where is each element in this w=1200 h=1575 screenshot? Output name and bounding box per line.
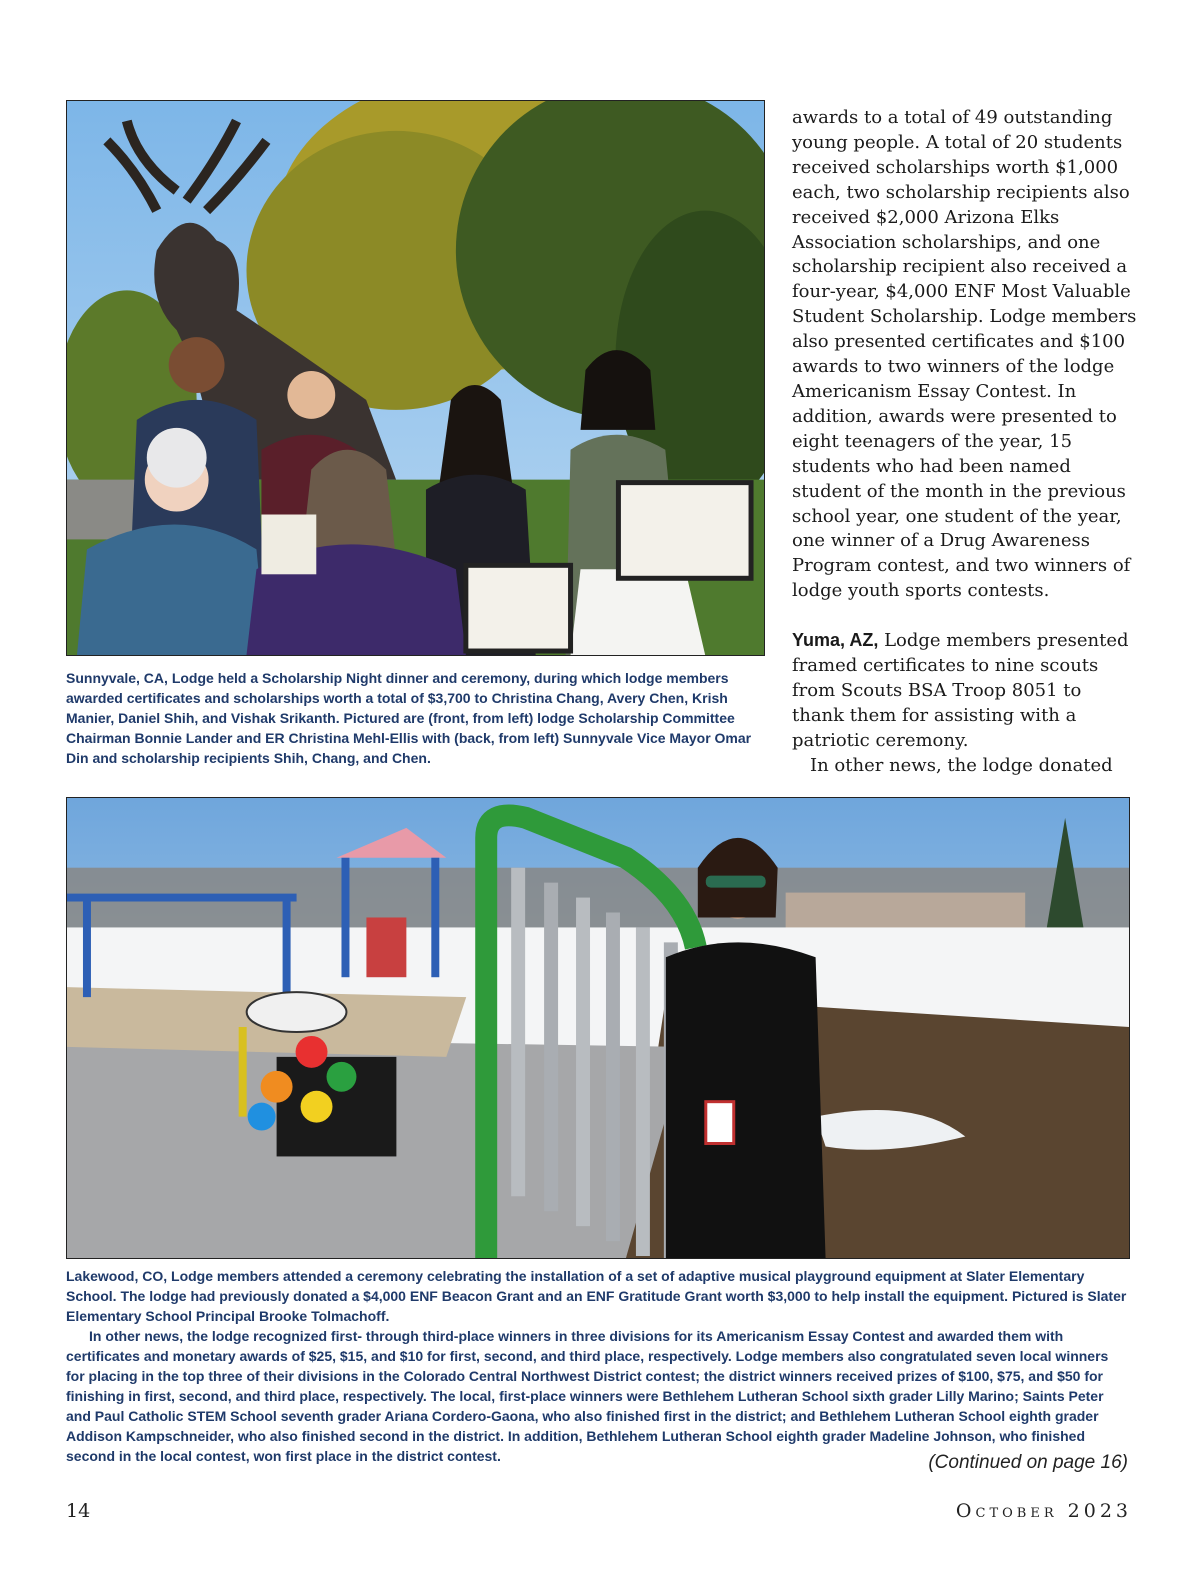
issue-date: October 2023: [955, 1500, 1132, 1522]
sunnyvale-caption-location: Sunnyvale, CA,: [66, 670, 168, 686]
sunnyvale-photo-art: [67, 101, 764, 655]
lakewood-caption-location: Lakewood, CO,: [66, 1268, 168, 1284]
yuma-text: Lodge members presented framed certificates to nine scouts from Scouts BSA Troop 8051 to thank them for assisting with a patriotic ceremony.: [792, 630, 1129, 751]
sunnyvale-caption: [66, 668, 768, 768]
yuma-location: Yuma, AZ,: [792, 630, 879, 651]
sunnyvale-caption-text: Lodge held a Scholarship Night dinner and ceremony, during which lodge members awarded certificates and scholarships worth a total of $3,700 to Christina Chang, Avery Chen, Krish Manier, Daniel Shih, and Vishak Srikanth. Pictured are (front, from left) lodge Scholarship Committee Chairman Bonnie Lander and ER Christina Mehl-Ellis with (back, from left) Sunnyvale Vice Mayor Omar Din and scholarship recipients Shih, Chang, and Chen.: [66, 670, 752, 766]
lakewood-photo: [66, 797, 1130, 1259]
yuma-paragraph: [792, 628, 1137, 754]
article-paragraph: awards to a total of 49 outstanding young people. A total of 20 students received scholarships worth $1,000 each, two scholarship recipients also received $2,000 Arizona Elks Association scholarships, and one scholarship recipient also received a four-year, $4,000 ENF Most Valuable Student Scholarship. Lodge members also presented certificates and $100 awards to two winners of the lodge Americanism Essay Contest. In addition, awards were presented to eight teenagers of the year, 15 students who had been named student of the month in the previous school year, one student of the year, one winner of a Drug Awareness Program contest, and two winners of lodge youth sports contests.: [792, 107, 1137, 602]
lakewood-photo-art: [67, 798, 1129, 1258]
lakewood-caption-more: In other news, the lodge recognized first- through third-place winners in three divisions for its Americanism Essay Contest and awarded them with certificates and monetary awards of $25, $15, and $10 for first, second, and third place, respectively. Lodge members also congratulated seven local winners for placing in the top three of their divisions in the Colorado Central Northwest District contest; the district winners received prizes of $100, $75, and $50 for finishing in first, second, and third place, respectively. The local, first-place winners were Bethlehem Lutheran School sixth grader Lilly Marino; Saints Peter and Paul Catholic STEM School seventh grader Ariana Cordero-Gaona, who also finished first in the district; and Bethlehem Lutheran School eighth grader Addison Kampschneider, who also finished second in the district. In addition, Bethlehem Lutheran School eighth grader Madeline Johnson, who finished second in the local contest, won first place in the district contest.: [66, 1328, 1109, 1464]
continued-note: (Continued on page 16): [928, 1452, 1128, 1473]
yuma-more-text: In other news, the lodge donated: [810, 754, 1113, 776]
sunnyvale-photo: [66, 100, 765, 656]
page-number: 14: [66, 1500, 91, 1522]
article-column: [792, 106, 1137, 779]
lakewood-caption: [66, 1266, 1130, 1466]
lakewood-caption-main: [66, 1266, 1130, 1326]
lakewood-caption-text: Lodge members attended a ceremony celebrating the installation of a set of adaptive musical playground equipment at Slater Elementary School. The lodge had previously donated a $4,000 ENF Beacon Grant and an ENF Gratitude Grant worth $3,000 to help install the equipment. Pictured is Slater Elementary School Principal Brooke Tolmachoff.: [66, 1268, 1127, 1324]
